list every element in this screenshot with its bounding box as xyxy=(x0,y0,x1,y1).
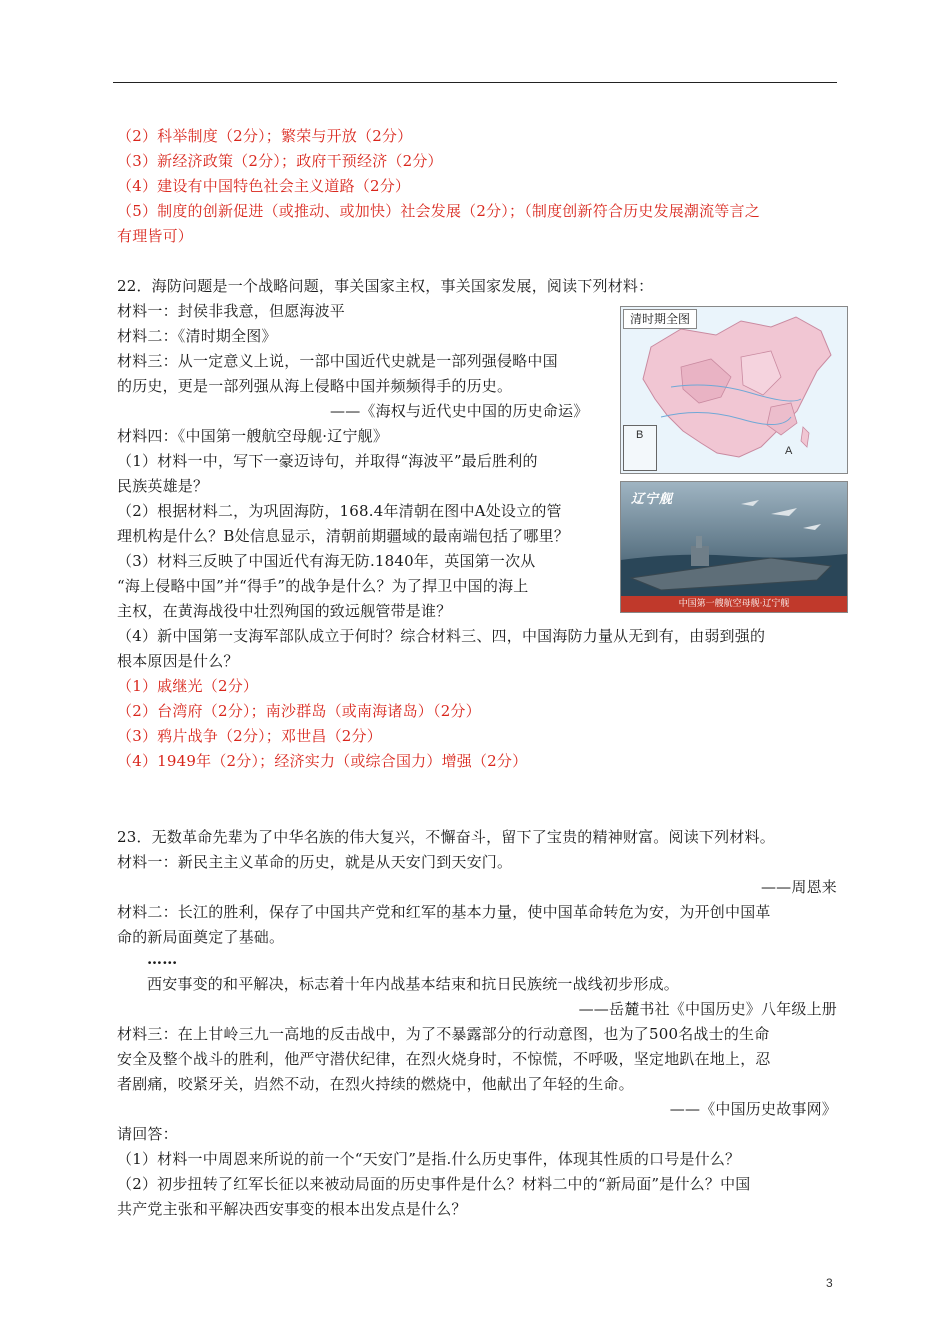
q23-prompt: 请回答： xyxy=(117,1125,178,1143)
q23-material-2-xian: 西安事变的和平解决，标志着十年内战基本结束和抗日民族统一战线初步形成。 xyxy=(147,975,680,993)
q22-material-3-source: ——《海权与近代史中国的历史命运》 xyxy=(330,402,589,420)
q22-material-2: 材料二：《清时期全图》 xyxy=(117,327,277,345)
map-title: 清时期全图 xyxy=(623,309,697,329)
q23-question-2-cont: 共产党主张和平解决西安事变的根本出发点是什么？ xyxy=(117,1200,467,1218)
q22-stem: 22．海防问题是一个战略问题，事关国家主权，事关国家发展，阅读下列材料： xyxy=(117,277,654,295)
q22-question-3-cont: “海上侵略中国”并“得手”的战争是什么？为了捍卫中国的海上 xyxy=(117,577,529,595)
q23-material-2-source: ——岳麓书社《中国历史》八年级上册 xyxy=(578,1000,837,1018)
map-label-a: A xyxy=(785,445,793,457)
q23-material-3-cont2: 者剧痛，咬紧牙关，岿然不动，在烈火持续的燃烧中，他献出了年轻的生命。 xyxy=(117,1075,634,1093)
q22-question-4: （4）新中国第一支海军部队成立于何时？综合材料三、四，中国海防力量从无到有，由弱到强的 xyxy=(117,627,766,645)
q23-material-3-source: ——《中国历史故事网》 xyxy=(669,1100,837,1118)
liaoning-carrier-image xyxy=(620,481,848,613)
q22-answer-2: （2）台湾府（2分）；南沙群岛（或南海诸岛）（2分） xyxy=(117,702,481,720)
q22-question-1-cont: 民族英雄是？ xyxy=(117,477,209,495)
q23-material-3-cont: 安全及整个战斗的胜利，他严守潜伏纪律，在烈火烧身时，不惊慌，不呼吸，坚定地趴在地上，忍 xyxy=(117,1050,771,1068)
q22-question-3: （3）材料三反映了中国近代有海无防.1840年，英国第一次从 xyxy=(117,552,536,570)
q22-material-1: 材料一：封侯非我意，但愿海波平 xyxy=(117,302,346,320)
q22-question-1: （1）材料一中，写下一豪迈诗句，并取得“海波平”最后胜利的 xyxy=(117,452,538,470)
answer-21-4: （4）建设有中国特色社会主义道路（2分） xyxy=(117,177,411,195)
q23-material-1-source: ——周恩来 xyxy=(760,878,837,896)
q22-question-3-cont2: 主权，在黄海战役中壮烈殉国的致远舰管带是谁？ xyxy=(117,602,452,620)
q23-stem: 23．无数革命先辈为了中华名族的伟大复兴，不懈奋斗，留下了宝贵的精神财富。阅读下列材料。 xyxy=(117,828,775,846)
q23-material-3: 材料三：在上甘岭三九一高地的反击战中，为了不暴露部分的行动意图，也为了500名战士的生命 xyxy=(117,1025,770,1043)
answer-21-5: （5）制度的创新促进（或推动、或加快）社会发展（2分）；（制度创新符合历史发展潮流等言之 xyxy=(117,202,760,220)
q22-question-4-cont: 根本原因是什么？ xyxy=(117,652,239,670)
q23-question-2: （2）初步扭转了红军长征以来被动局面的历史事件是什么？材料二中的“新局面”是什么？中国 xyxy=(117,1175,751,1193)
q23-ellipsis: …… xyxy=(147,950,178,968)
q23-material-2-cont: 命的新局面奠定了基础。 xyxy=(117,928,285,946)
carrier-caption: 中国第一艘航空母舰·辽宁舰 xyxy=(621,596,847,612)
q22-answer-1: （1）戚继光（2分） xyxy=(117,677,259,695)
map-label-b: B xyxy=(636,429,644,441)
answer-21-3: （3）新经济政策（2分）；政府干预经济（2分） xyxy=(117,152,443,170)
answer-21-2: （2）科举制度（2分）；繁荣与开放（2分） xyxy=(117,127,413,145)
q22-material-3-cont: 的历史，更是一部列强从海上侵略中国并频频得手的历史。 xyxy=(117,377,513,395)
q22-material-3: 材料三：从一定意义上说，一部中国近代史就是一部列强侵略中国 xyxy=(117,352,558,370)
page-number: 3 xyxy=(826,1276,833,1290)
q22-material-4: 材料四：《中国第一艘航空母舰·辽宁舰》 xyxy=(117,427,389,445)
q22-question-2: （2）根据材料二，为巩固海防，168.4年清朝在图中A处设立的管 xyxy=(117,502,562,520)
q22-question-2-cont: 理机构是什么？B处信息显示，清朝前期疆域的最南端包括了哪里？ xyxy=(117,527,570,545)
q22-answer-4: （4）1949年（2分）；经济实力（或综合国力）增强（2分） xyxy=(117,752,528,770)
qing-dynasty-map xyxy=(620,306,848,474)
q23-material-1: 材料一：新民主主义革命的历史，就是从天安门到天安门。 xyxy=(117,853,513,871)
q22-answer-3: （3）鸦片战争（2分）；邓世昌（2分） xyxy=(117,727,382,745)
q23-material-2: 材料二：长江的胜利，保存了中国共产党和红军的基本力量，使中国革命转危为安，为开创中国革 xyxy=(117,903,771,921)
answer-21-5-cont: 有理皆可） xyxy=(117,227,194,245)
header-rule xyxy=(113,82,837,83)
carrier-logo-text: 辽宁舰 xyxy=(631,492,674,507)
q23-question-1: （1）材料一中周恩来所说的前一个“天安门”是指.什么历史事件，体现其性质的口号是什么？ xyxy=(117,1150,741,1168)
